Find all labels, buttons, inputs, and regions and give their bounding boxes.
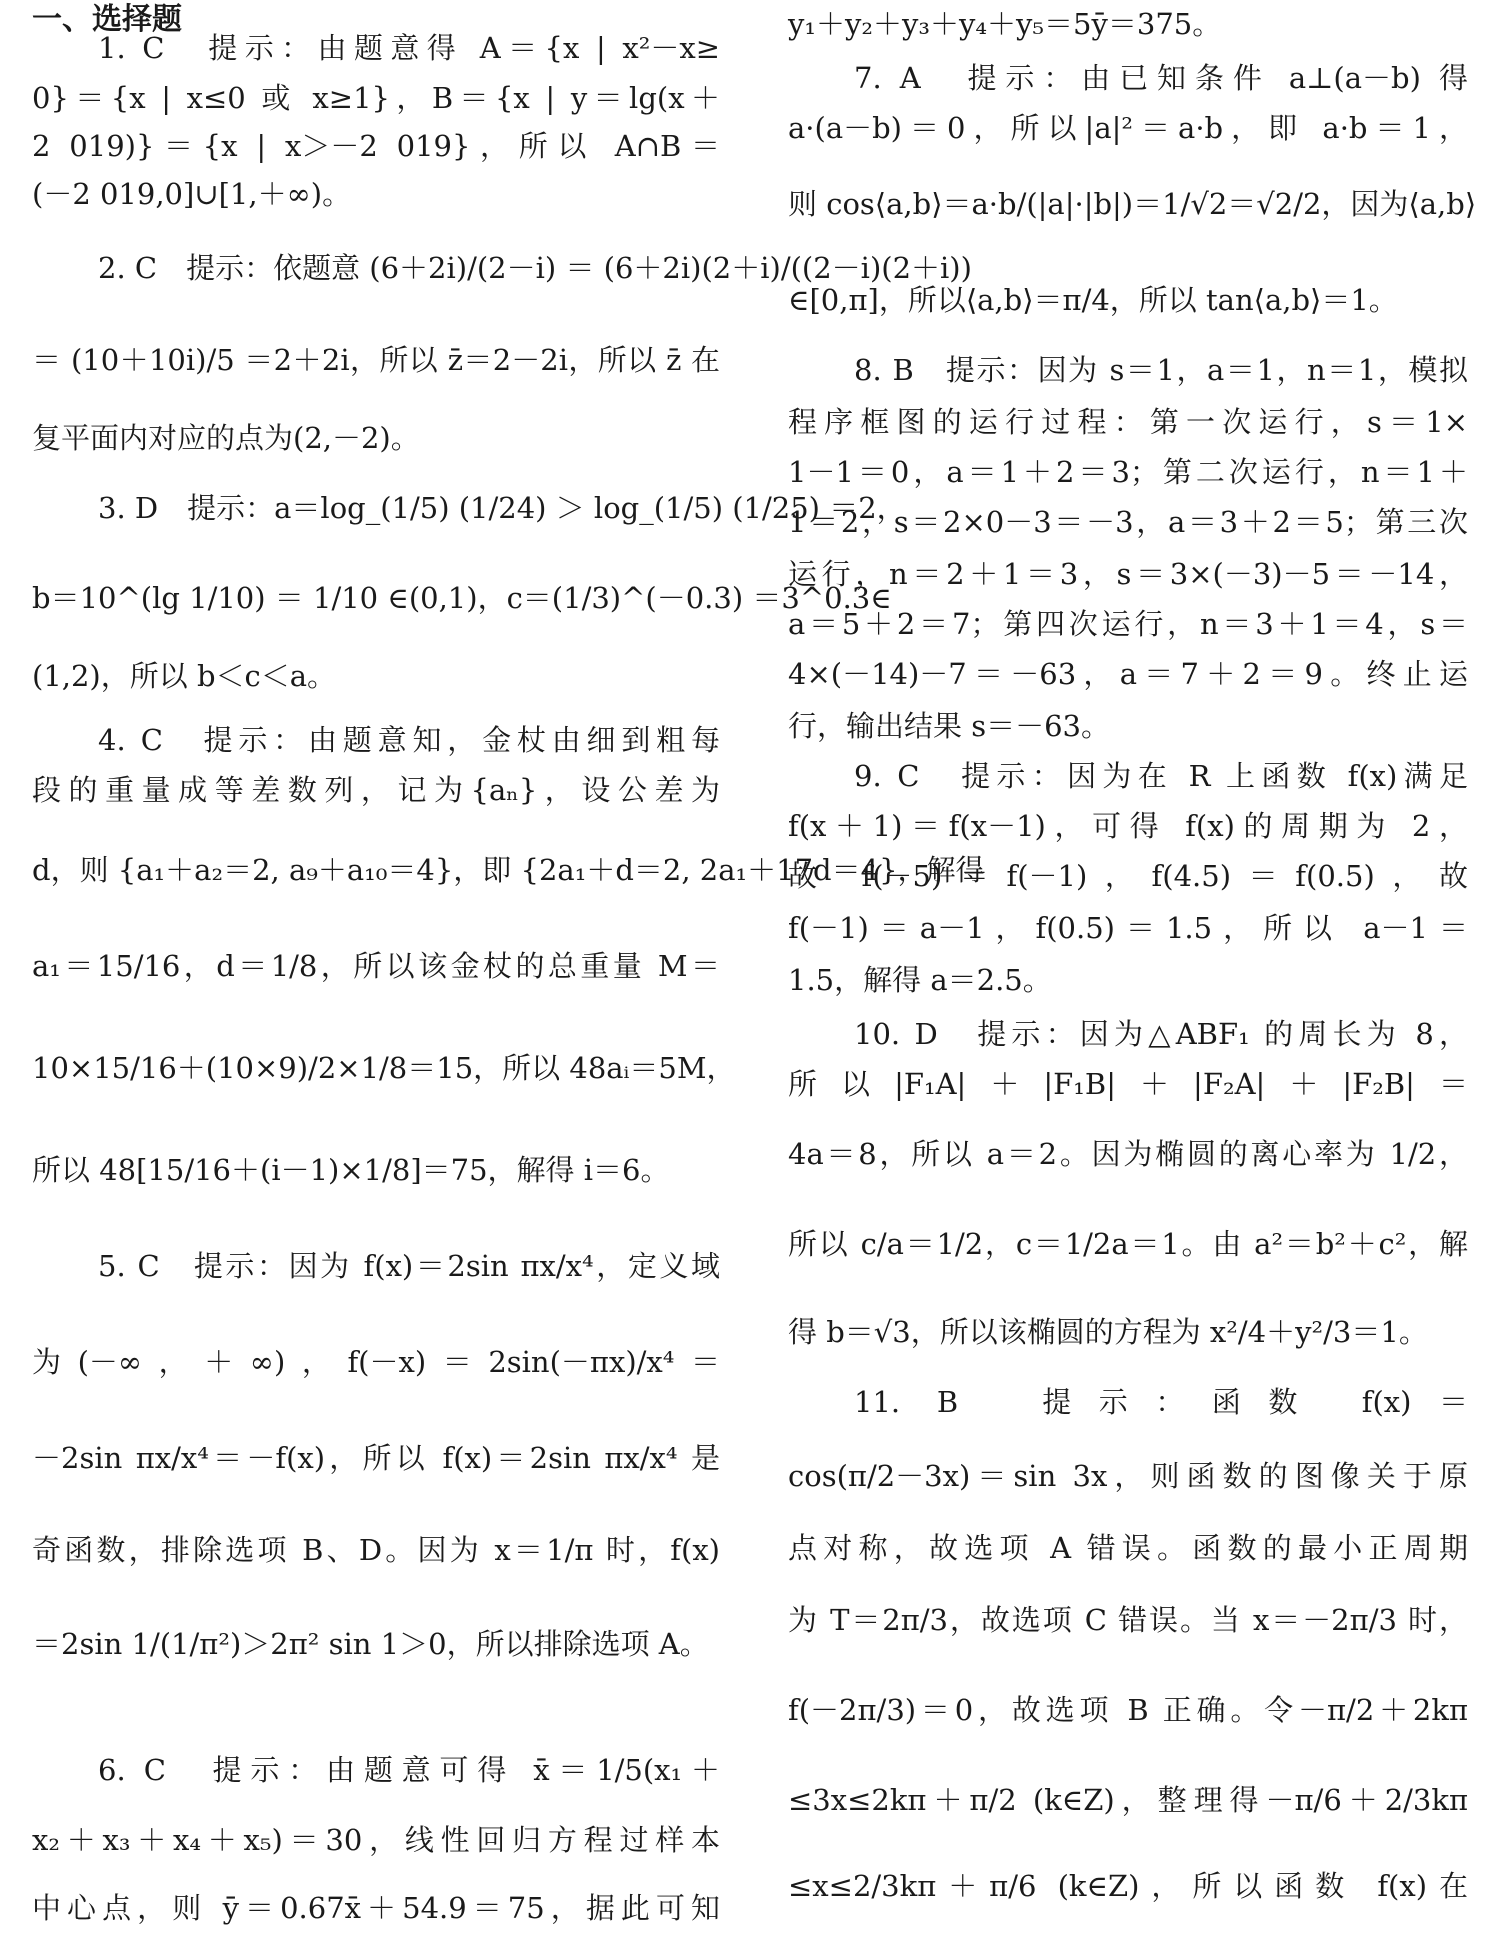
right-text-line: 点对称，故选项 A 错误。函数的最小正周期 <box>788 1531 1468 1565</box>
right-text-line: 1＝2，s＝2×0－3＝－3，a＝3＋2＝5；第三次 <box>788 505 1468 539</box>
right-text-line: a·(a－b)＝0，所以|a|²＝a·b，即 a·b＝1， <box>788 111 1468 145</box>
right-text-line: y₁＋y₂＋y₃＋y₄＋y₅＝5ȳ＝375。 <box>788 7 1222 41</box>
left-text-line: 0}＝{x | x≤0 或 x≥1}，B＝{x | y＝lg(x＋ <box>32 81 720 115</box>
right-text-line: a＝5＋2＝7；第四次运行，n＝3＋1＝4，s＝ <box>788 607 1468 641</box>
left-text-line: 3. D 提示：a＝log_(1/5) (1/24) ＞ log_(1/5) (1/25) ＝2， <box>98 491 906 525</box>
left-text-line: d，则 {a₁＋a₂＝2, a₉＋a₁₀＝4}，即 {2a₁＋d＝2, 2a₁＋17d＝4}，解得 <box>32 853 985 887</box>
left-text-line: 5. C 提示：因为 f(x)＝2sin πx/x⁴，定义域 <box>98 1249 720 1283</box>
left-text-line: 1. C 提示：由题意得 A＝{x | x²－x≥ <box>98 31 720 65</box>
right-text-line: ∈[0,π]，所以⟨a,b⟩＝π/4，所以 tan⟨a,b⟩＝1。 <box>788 283 1398 317</box>
right-text-line: f(－2π/3)＝0，故选项 B 正确。令－π/2＋2kπ <box>788 1693 1468 1727</box>
left-text-line: b＝10^(lg 1/10) ＝ 1/10 ∈(0,1)，c＝(1/3)^(－0.3) ＝3^0.3∈ <box>32 581 892 615</box>
right-text-line: 4×(－14)－7＝－63，a＝7＋2＝9。终止运 <box>788 657 1468 691</box>
left-text-line: 复平面内对应的点为(2,－2)。 <box>32 421 420 455</box>
left-text-line: 2. C 提示：依题意 (6＋2i)/(2－i) ＝ (6＋2i)(2＋i)/((2－i)(2＋i)) <box>98 251 972 285</box>
right-text-line: 8. B 提示：因为 s＝1，a＝1，n＝1，模拟 <box>854 353 1468 387</box>
left-text-line: ＝ (10＋10i)/5 ＝2＋2i，所以 z̄＝2－2i，所以 z̄ 在 <box>32 343 720 377</box>
right-text-line: 程序框图的运行过程：第一次运行，s＝1× <box>788 405 1468 439</box>
right-text-line: 10. D 提示：因为△ABF₁ 的周长为 8， <box>854 1017 1468 1051</box>
right-text-line: ≤3x≤2kπ＋π/2 (k∈Z)，整理得－π/6＋2/3kπ <box>788 1783 1468 1817</box>
left-text-line: 2 019)}＝{x | x＞－2 019}，所以 A∩B＝ <box>32 129 720 163</box>
right-text-line: f(x＋1)＝f(x－1)，可得 f(x)的周期为 2， <box>788 809 1468 843</box>
left-text-line: ＝2sin 1/(1/π²)＞2π² sin 1＞0，所以排除选项 A。 <box>32 1627 709 1661</box>
right-text-line: 行，输出结果 s＝－63。 <box>788 709 1111 743</box>
left-text-line: 所以 48[15/16＋(i－1)×1/8]＝75，解得 i＝6。 <box>32 1153 670 1187</box>
right-text-line: 运行，n＝2＋1＝3，s＝3×(－3)－5＝－14， <box>788 557 1468 591</box>
right-text-line: 所以 c/a＝1/2，c＝1/2a＝1。由 a²＝b²＋c²，解 <box>788 1227 1468 1261</box>
left-text-line: a₁＝15/16，d＝1/8，所以该金杖的总重量 M＝ <box>32 949 720 983</box>
right-text-line: 1.5，解得 a＝2.5。 <box>788 963 1052 997</box>
section-title: 一、选择题 <box>32 2 182 37</box>
right-text-line: 11. B 提示：函数 f(x)＝ <box>854 1385 1468 1419</box>
right-text-line: 9. C 提示：因为在 R 上函数 f(x)满足 <box>854 759 1468 793</box>
right-text-line: cos(π/2－3x)＝sin 3x，则函数的图像关于原 <box>788 1459 1468 1493</box>
left-text-line: (1,2)，所以 b＜c＜a。 <box>32 659 337 693</box>
left-text-line: 4. C 提示：由题意知，金杖由细到粗每 <box>98 723 720 757</box>
right-text-line: 所以|F₁A|＋|F₁B|＋|F₂A|＋|F₂B|＝ <box>788 1067 1468 1101</box>
right-text-line: 为 T＝2π/3，故选项 C 错误。当 x＝－2π/3 时， <box>788 1603 1468 1637</box>
left-text-line: 段的重量成等差数列，记为{aₙ}，设公差为 <box>32 773 720 807</box>
right-text-line: 1－1＝0，a＝1＋2＝3；第二次运行，n＝1＋ <box>788 455 1468 489</box>
right-text-line: f(－1)＝a－1，f(0.5)＝1.5，所以 a－1＝ <box>788 911 1468 945</box>
left-text-line: 奇函数，排除选项 B、D。因为 x＝1/π 时，f(x) <box>32 1533 720 1567</box>
right-text-line: 4a＝8，所以 a＝2。因为椭圆的离心率为 1/2， <box>788 1137 1468 1171</box>
right-text-line: ≤x≤2/3kπ＋π/6 (k∈Z)，所以函数 f(x)在 <box>788 1869 1468 1903</box>
left-text-line: 10×15/16＋(10×9)/2×1/8＝15，所以 48aᵢ＝5M， <box>32 1051 736 1085</box>
left-text-line: －2sin πx/x⁴＝－f(x)，所以 f(x)＝2sin πx/x⁴ 是 <box>32 1441 720 1475</box>
left-text-line: x₂＋x₃＋x₄＋x₅)＝30，线性回归方程过样本 <box>32 1823 720 1857</box>
right-text-line: 得 b＝√3，所以该椭圆的方程为 x²/4＋y²/3＝1。 <box>788 1315 1428 1349</box>
right-text-line: 则 cos⟨a,b⟩＝a·b/(|a|·|b|)＝1/√2＝√2/2，因为⟨a,b⟩ <box>788 187 1477 221</box>
left-text-line: 6. C 提示：由题意可得 x̄＝1/5(x₁＋ <box>98 1753 720 1787</box>
left-text-line: (－2 019,0]∪[1,＋∞)。 <box>32 177 352 211</box>
left-text-line: 为(－∞，＋∞)，f(－x)＝2sin(－πx)/x⁴＝ <box>32 1345 720 1379</box>
left-text-line: 中心点，则 ȳ＝0.67x̄＋54.9＝75，据此可知 <box>32 1891 720 1925</box>
right-text-line: 7. A 提示：由已知条件 a⊥(a－b) 得 <box>854 61 1468 95</box>
right-text-line: 故 f(－5)＝f(－1)，f(4.5)＝f(0.5)，故 <box>788 859 1468 893</box>
